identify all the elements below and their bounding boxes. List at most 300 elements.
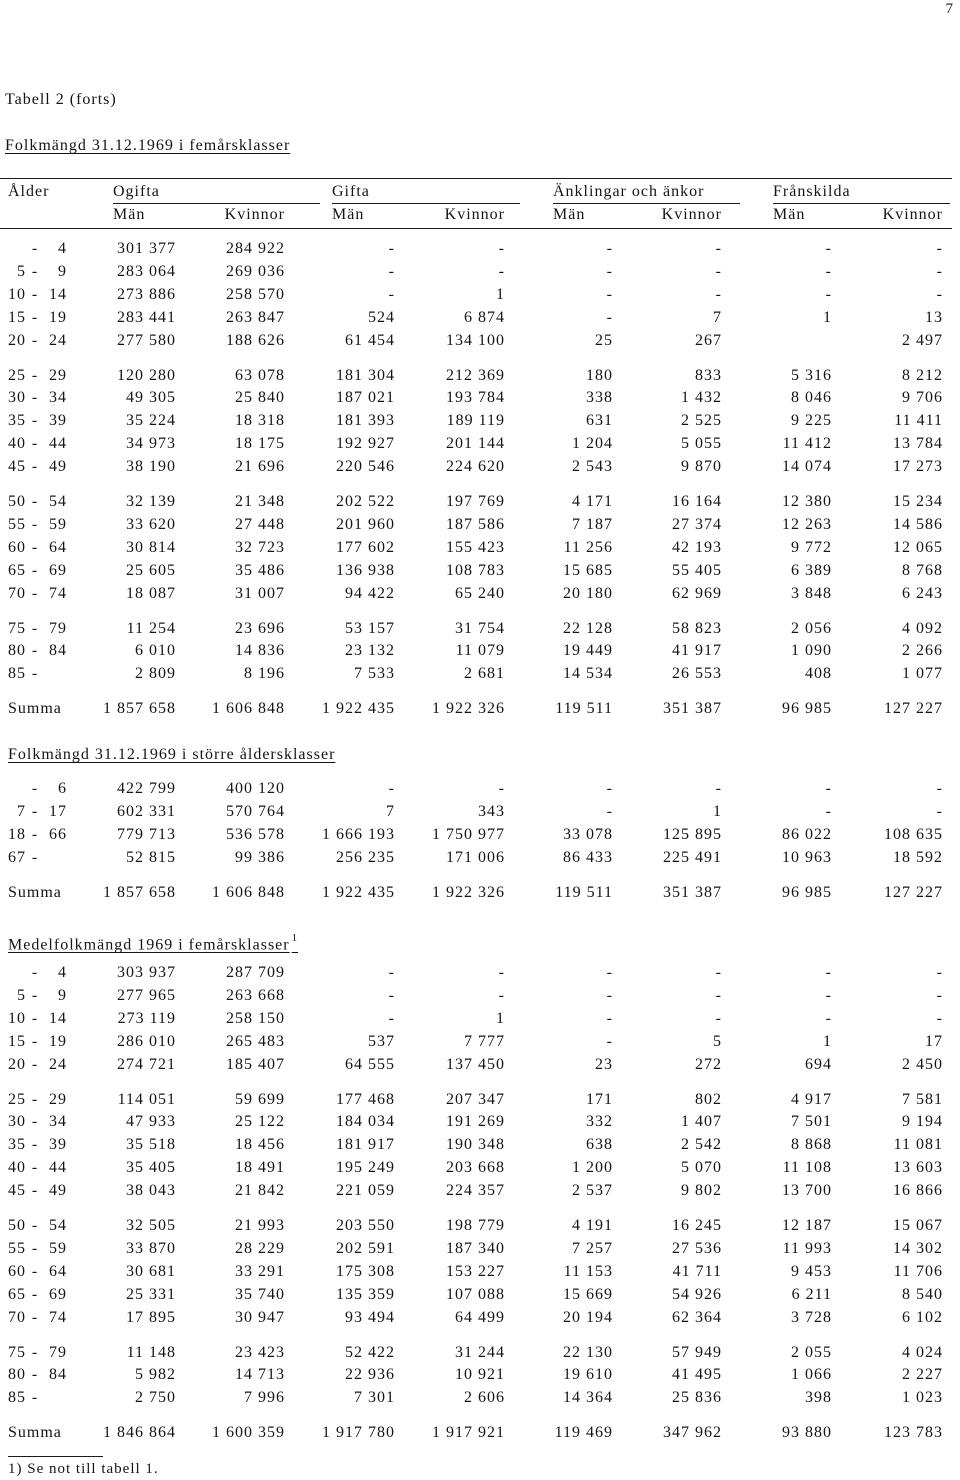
column-header-gifta-man: Män xyxy=(332,206,365,223)
cell-gifta-kvinnor: 65 240 xyxy=(455,584,505,602)
cell-ogifta-man: 11 148 xyxy=(126,1343,176,1361)
cell-franskilda-man: 9 772 xyxy=(791,538,832,556)
age-separator: - xyxy=(31,561,39,579)
cell-gifta-kvinnor: 2 606 xyxy=(464,1389,505,1407)
age-from: 15 xyxy=(8,1032,26,1050)
age-to: 84 xyxy=(49,1366,67,1384)
age-separator: - xyxy=(31,1308,39,1326)
cell-franskilda-man: 3 848 xyxy=(791,584,832,602)
cell-gifta-man: 7 533 xyxy=(354,665,395,683)
cell-ogifta-man: 301 377 xyxy=(117,240,176,257)
age-from: 85 xyxy=(8,665,26,683)
age-separator: - xyxy=(31,240,39,257)
cell-anklingar-kvinnor: 9 870 xyxy=(681,458,722,476)
cell-anklingar-man: 19 449 xyxy=(563,642,613,660)
total-franskilda-kvinnor: 123 783 xyxy=(884,1424,943,1442)
cell-ogifta-kvinnor: 21 993 xyxy=(235,1217,285,1234)
footnote-marker: 1 xyxy=(291,932,299,944)
cell-franskilda-kvinnor: - xyxy=(936,780,943,797)
section-title xyxy=(8,931,298,954)
cell-gifta-kvinnor: 187 340 xyxy=(446,1239,505,1257)
table-row xyxy=(0,1182,960,1200)
cell-gifta-man: - xyxy=(388,1009,395,1027)
cell-ogifta-man: 6 010 xyxy=(135,642,176,660)
section-title xyxy=(5,137,290,155)
total-anklingar-kvinnor: 351 387 xyxy=(663,883,722,901)
cell-ogifta-kvinnor: 31 007 xyxy=(235,584,285,602)
age-separator: - xyxy=(31,435,39,453)
age-to: 14 xyxy=(49,1009,67,1027)
total-gifta-kvinnor: 1 922 326 xyxy=(432,883,505,901)
cell-gifta-man: 181 917 xyxy=(336,1136,395,1154)
cell-gifta-man: - xyxy=(388,262,395,280)
cell-ogifta-man: 38 043 xyxy=(126,1182,176,1200)
cell-ogifta-man: 18 087 xyxy=(126,584,176,602)
cell-ogifta-kvinnor: 536 578 xyxy=(226,825,285,843)
cell-gifta-man: 22 936 xyxy=(345,1366,395,1384)
cell-anklingar-man: 23 xyxy=(595,1055,613,1073)
cell-gifta-man: 135 359 xyxy=(336,1285,395,1303)
age-to: 44 xyxy=(49,1159,67,1177)
total-gifta-man: 1 917 780 xyxy=(322,1424,395,1442)
total-franskilda-kvinnor: 127 227 xyxy=(884,883,943,901)
age-separator: - xyxy=(31,584,39,602)
age-to: 19 xyxy=(49,308,67,326)
age-from: 20 xyxy=(8,331,26,349)
cell-franskilda-kvinnor: 4 092 xyxy=(902,619,943,637)
cell-ogifta-kvinnor: 258 570 xyxy=(226,285,285,303)
cell-anklingar-man: - xyxy=(606,986,613,1004)
cell-gifta-kvinnor: 2 681 xyxy=(464,665,505,683)
cell-ogifta-man: 114 051 xyxy=(117,1090,176,1108)
cell-ogifta-kvinnor: 14 713 xyxy=(235,1366,285,1384)
cell-anklingar-kvinnor: - xyxy=(715,986,722,1004)
age-separator: - xyxy=(31,1239,39,1257)
table-row xyxy=(0,240,960,258)
cell-franskilda-kvinnor: 16 866 xyxy=(893,1182,943,1200)
cell-ogifta-kvinnor: 14 836 xyxy=(235,642,285,660)
cell-franskilda-kvinnor: - xyxy=(936,262,943,280)
column-group-rule xyxy=(113,203,320,204)
cell-anklingar-kvinnor: - xyxy=(715,780,722,797)
table-row xyxy=(0,412,960,430)
cell-gifta-man: - xyxy=(388,240,395,257)
column-header-anklingar-kvinnor: Kvinnor xyxy=(661,206,722,223)
table-row xyxy=(0,1010,960,1028)
cell-ogifta-kvinnor: 263 668 xyxy=(226,986,285,1004)
cell-ogifta-man: 47 933 xyxy=(126,1113,176,1131)
age-to: 6 xyxy=(58,780,67,797)
cell-franskilda-kvinnor: 2 266 xyxy=(902,642,943,660)
column-group-rule xyxy=(773,203,950,204)
cell-anklingar-man: 19 610 xyxy=(563,1366,613,1384)
age-separator: - xyxy=(31,412,39,430)
age-from: 35 xyxy=(8,412,26,430)
age-separator: - xyxy=(31,780,39,797)
cell-franskilda-kvinnor: 13 603 xyxy=(893,1159,943,1177)
age-from: 70 xyxy=(8,1308,26,1326)
cell-ogifta-kvinnor: 28 229 xyxy=(235,1239,285,1257)
cell-ogifta-man: 277 965 xyxy=(117,986,176,1004)
cell-gifta-kvinnor: 224 357 xyxy=(446,1182,505,1200)
total-label: Summa xyxy=(8,700,62,718)
age-to: 24 xyxy=(49,1055,67,1073)
cell-ogifta-man: 25 605 xyxy=(126,561,176,579)
cell-ogifta-man: 49 305 xyxy=(126,389,176,407)
total-ogifta-kvinnor: 1 606 848 xyxy=(212,700,285,718)
table-row xyxy=(0,964,960,982)
cell-gifta-kvinnor: - xyxy=(498,964,505,981)
total-ogifta-man: 1 857 658 xyxy=(103,883,176,901)
total-ogifta-man: 1 846 864 xyxy=(103,1424,176,1442)
table-row xyxy=(0,642,960,660)
cell-anklingar-man: - xyxy=(606,1032,613,1050)
cell-gifta-kvinnor: 212 369 xyxy=(446,366,505,384)
cell-gifta-kvinnor: 197 769 xyxy=(446,493,505,510)
cell-gifta-man: 537 xyxy=(368,1032,395,1050)
cell-gifta-man: 93 494 xyxy=(345,1308,395,1326)
cell-anklingar-man: 14 364 xyxy=(563,1389,613,1407)
cell-franskilda-kvinnor: 14 586 xyxy=(893,515,943,533)
cell-franskilda-man: 11 993 xyxy=(782,1239,832,1257)
age-from: 40 xyxy=(8,1159,26,1177)
age-from: 70 xyxy=(8,584,26,602)
total-label: Summa xyxy=(8,883,62,901)
cell-ogifta-man: 277 580 xyxy=(117,331,176,349)
cell-franskilda-man: 3 728 xyxy=(791,1308,832,1326)
total-franskilda-kvinnor: 127 227 xyxy=(884,700,943,718)
age-separator: - xyxy=(31,493,39,510)
total-anklingar-man: 119 511 xyxy=(555,700,613,718)
table-row xyxy=(0,1033,960,1051)
cell-gifta-man: 61 454 xyxy=(345,331,395,349)
cell-anklingar-kvinnor: 54 926 xyxy=(672,1285,722,1303)
age-to: 29 xyxy=(49,1090,67,1108)
total-label: Summa xyxy=(8,1424,62,1442)
column-group-rule xyxy=(332,203,520,204)
column-header-anklingar-man: Män xyxy=(553,206,586,223)
table-row xyxy=(0,263,960,281)
cell-gifta-man: - xyxy=(388,986,395,1004)
age-from: 60 xyxy=(8,1262,26,1280)
cell-franskilda-man: 2 055 xyxy=(791,1343,832,1361)
cell-franskilda-man: 1 xyxy=(823,1032,832,1050)
age-separator: - xyxy=(31,1032,39,1050)
column-header-gifta-kvinnor: Kvinnor xyxy=(444,206,505,223)
cell-gifta-man: 177 468 xyxy=(336,1090,395,1108)
cell-franskilda-man: 1 090 xyxy=(791,642,832,660)
age-to: 34 xyxy=(49,389,67,407)
total-franskilda-man: 93 880 xyxy=(782,1424,832,1442)
cell-gifta-kvinnor: 191 269 xyxy=(446,1113,505,1131)
cell-anklingar-kvinnor: - xyxy=(715,240,722,257)
table-row xyxy=(0,539,960,557)
cell-franskilda-kvinnor: 9 194 xyxy=(902,1113,943,1131)
cell-ogifta-man: 11 254 xyxy=(126,619,176,637)
cell-anklingar-man: 14 534 xyxy=(563,665,613,683)
cell-anklingar-kvinnor: 57 949 xyxy=(672,1343,722,1361)
table-row xyxy=(0,332,960,350)
cell-franskilda-man: 86 022 xyxy=(782,825,832,843)
age-separator: - xyxy=(31,285,39,303)
cell-franskilda-man: 9 225 xyxy=(791,412,832,430)
cell-franskilda-kvinnor: - xyxy=(936,964,943,981)
table-row xyxy=(0,1286,960,1304)
age-separator: - xyxy=(31,964,39,981)
age-from: 45 xyxy=(8,1182,26,1200)
table-row xyxy=(0,1344,960,1362)
total-row xyxy=(0,700,960,718)
cell-franskilda-man: 4 917 xyxy=(791,1090,832,1108)
table-row xyxy=(0,826,960,844)
age-from: 45 xyxy=(8,458,26,476)
cell-gifta-man: 192 927 xyxy=(336,435,395,453)
cell-ogifta-kvinnor: 269 036 xyxy=(226,262,285,280)
cell-franskilda-man: 398 xyxy=(805,1389,832,1407)
age-to: 54 xyxy=(49,1217,67,1234)
cell-franskilda-man: 13 700 xyxy=(782,1182,832,1200)
cell-anklingar-kvinnor: 16 164 xyxy=(672,493,722,510)
cell-gifta-kvinnor: - xyxy=(498,780,505,797)
cell-anklingar-kvinnor: 41 917 xyxy=(672,642,722,660)
cell-ogifta-kvinnor: 30 947 xyxy=(235,1308,285,1326)
age-separator: - xyxy=(31,665,39,683)
cell-franskilda-kvinnor: 1 077 xyxy=(902,665,943,683)
cell-anklingar-man: 2 543 xyxy=(572,458,613,476)
age-to: 74 xyxy=(49,1308,67,1326)
cell-franskilda-man: 408 xyxy=(805,665,832,683)
cell-ogifta-kvinnor: 33 291 xyxy=(235,1262,285,1280)
cell-anklingar-kvinnor: 1 xyxy=(713,802,722,820)
cell-anklingar-kvinnor: 16 245 xyxy=(672,1217,722,1234)
cell-franskilda-kvinnor: - xyxy=(936,986,943,1004)
age-separator: - xyxy=(31,825,39,843)
table-row xyxy=(0,1263,960,1281)
age-from: 10 xyxy=(8,285,26,303)
cell-ogifta-man: 422 799 xyxy=(117,780,176,797)
table-row xyxy=(0,1159,960,1177)
cell-anklingar-man: 4 171 xyxy=(572,493,613,510)
cell-gifta-kvinnor: 7 777 xyxy=(464,1032,505,1050)
cell-franskilda-man: - xyxy=(825,986,832,1004)
age-separator: - xyxy=(31,515,39,533)
cell-gifta-kvinnor: 134 100 xyxy=(446,331,505,349)
age-separator: - xyxy=(31,1159,39,1177)
cell-anklingar-man: - xyxy=(606,285,613,303)
cell-ogifta-man: 2 809 xyxy=(135,665,176,683)
cell-franskilda-man: 14 074 xyxy=(782,458,832,476)
age-from: 30 xyxy=(8,389,26,407)
column-group-ogifta: Ogifta xyxy=(113,183,160,200)
age-from: 25 xyxy=(8,366,26,384)
cell-gifta-kvinnor: 31 754 xyxy=(455,619,505,637)
cell-gifta-man: 221 059 xyxy=(336,1182,395,1200)
age-to: 64 xyxy=(49,1262,67,1280)
age-from: 65 xyxy=(8,561,26,579)
cell-gifta-kvinnor: 187 586 xyxy=(446,515,505,533)
cell-franskilda-man: - xyxy=(825,1009,832,1027)
cell-anklingar-man: 338 xyxy=(586,389,613,407)
age-from: 60 xyxy=(8,538,26,556)
cell-anklingar-man: 86 433 xyxy=(563,848,613,866)
age-from: 55 xyxy=(8,515,26,533)
table-row xyxy=(0,665,960,683)
cell-anklingar-kvinnor: 225 491 xyxy=(663,848,722,866)
age-separator: - xyxy=(31,1217,39,1234)
cell-anklingar-kvinnor: 5 055 xyxy=(681,435,722,453)
cell-franskilda-man: 5 316 xyxy=(791,366,832,384)
section-title xyxy=(8,746,335,764)
age-to: 69 xyxy=(49,1285,67,1303)
cell-franskilda-kvinnor: 2 227 xyxy=(902,1366,943,1384)
cell-franskilda-man: 11 412 xyxy=(782,435,832,453)
cell-franskilda-kvinnor: 4 024 xyxy=(902,1343,943,1361)
cell-gifta-man: 52 422 xyxy=(345,1343,395,1361)
age-separator: - xyxy=(31,1389,39,1407)
cell-ogifta-man: 779 713 xyxy=(117,825,176,843)
cell-ogifta-kvinnor: 263 847 xyxy=(226,308,285,326)
table-label: Tabell 2 (forts) xyxy=(5,91,117,108)
age-to: 34 xyxy=(49,1113,67,1131)
age-to: 9 xyxy=(58,262,67,280)
cell-anklingar-kvinnor: 62 364 xyxy=(672,1308,722,1326)
cell-ogifta-man: 34 973 xyxy=(126,435,176,453)
cell-ogifta-kvinnor: 32 723 xyxy=(235,538,285,556)
cell-ogifta-man: 17 895 xyxy=(126,1308,176,1326)
table-row xyxy=(0,803,960,821)
page-number: 7 xyxy=(945,1,954,17)
total-franskilda-man: 96 985 xyxy=(782,883,832,901)
total-gifta-kvinnor: 1 922 326 xyxy=(432,700,505,718)
age-from: 80 xyxy=(8,642,26,660)
cell-anklingar-man: 171 xyxy=(586,1090,613,1108)
cell-ogifta-kvinnor: 18 318 xyxy=(235,412,285,430)
cell-franskilda-kvinnor: 17 xyxy=(925,1032,943,1050)
table-row xyxy=(0,286,960,304)
column-header-franskilda-kvinnor: Kvinnor xyxy=(882,206,943,223)
age-to: 44 xyxy=(49,435,67,453)
cell-gifta-kvinnor: 11 079 xyxy=(455,642,505,660)
section-title-text: Folkmängd 31.12.1969 i större åldersklasser xyxy=(8,746,336,763)
age-from: 50 xyxy=(8,493,26,510)
cell-franskilda-man: 2 056 xyxy=(791,619,832,637)
cell-anklingar-man: 20 194 xyxy=(563,1308,613,1326)
footnote: 1) Se not till tabell 1. xyxy=(8,1461,159,1477)
cell-anklingar-kvinnor: - xyxy=(715,262,722,280)
age-to: 39 xyxy=(49,1136,67,1154)
total-ogifta-man: 1 857 658 xyxy=(103,700,176,718)
cell-franskilda-kvinnor: 13 xyxy=(925,308,943,326)
cell-ogifta-man: 52 815 xyxy=(126,848,176,866)
age-to: 49 xyxy=(49,458,67,476)
cell-franskilda-man: 12 263 xyxy=(782,515,832,533)
age-separator: - xyxy=(31,308,39,326)
age-separator: - xyxy=(31,1285,39,1303)
cell-franskilda-kvinnor: 1 023 xyxy=(902,1389,943,1407)
cell-ogifta-kvinnor: 23 696 xyxy=(235,619,285,637)
age-to: 84 xyxy=(49,642,67,660)
cell-franskilda-kvinnor: 12 065 xyxy=(893,538,943,556)
age-from: 67 xyxy=(8,848,26,866)
cell-ogifta-man: 38 190 xyxy=(126,458,176,476)
table-row xyxy=(0,389,960,407)
cell-anklingar-kvinnor: 55 405 xyxy=(672,561,722,579)
age-separator: - xyxy=(31,1136,39,1154)
cell-gifta-kvinnor: - xyxy=(498,986,505,1004)
cell-gifta-man: 220 546 xyxy=(336,458,395,476)
cell-anklingar-kvinnor: 62 969 xyxy=(672,584,722,602)
cell-gifta-man: 64 555 xyxy=(345,1055,395,1073)
cell-gifta-man: 181 304 xyxy=(336,366,395,384)
age-to: 24 xyxy=(49,331,67,349)
cell-anklingar-kvinnor: 272 xyxy=(695,1055,722,1073)
cell-gifta-man: 524 xyxy=(368,308,395,326)
cell-anklingar-man: - xyxy=(606,964,613,981)
cell-ogifta-man: 273 886 xyxy=(117,285,176,303)
table-row xyxy=(0,1091,960,1109)
cell-gifta-kvinnor: 203 668 xyxy=(446,1159,505,1177)
age-from: 80 xyxy=(8,1366,26,1384)
cell-ogifta-kvinnor: 18 491 xyxy=(235,1159,285,1177)
cell-ogifta-man: 303 937 xyxy=(117,964,176,981)
cell-gifta-man: 1 666 193 xyxy=(322,825,395,843)
cell-anklingar-man: - xyxy=(606,1009,613,1027)
cell-anklingar-man: 638 xyxy=(586,1136,613,1154)
age-to: 49 xyxy=(49,1182,67,1200)
cell-anklingar-kvinnor: - xyxy=(715,285,722,303)
age-separator: - xyxy=(31,1090,39,1108)
section-title-text: Medelfolkmängd 1969 i femårsklasser xyxy=(8,936,290,954)
age-from: 7 xyxy=(17,802,26,820)
cell-anklingar-man: 22 128 xyxy=(563,619,613,637)
cell-anklingar-kvinnor: 1 432 xyxy=(681,389,722,407)
age-from: 65 xyxy=(8,1285,26,1303)
cell-gifta-kvinnor: 153 227 xyxy=(446,1262,505,1280)
cell-franskilda-kvinnor: 13 784 xyxy=(893,435,943,453)
cell-franskilda-man: 12 380 xyxy=(782,493,832,510)
cell-anklingar-man: 7 257 xyxy=(572,1239,613,1257)
cell-gifta-kvinnor: 343 xyxy=(478,802,505,820)
cell-anklingar-man: 332 xyxy=(586,1113,613,1131)
age-to: 69 xyxy=(49,561,67,579)
cell-anklingar-kvinnor: 27 536 xyxy=(672,1239,722,1257)
cell-anklingar-man: 15 669 xyxy=(563,1285,613,1303)
cell-franskilda-kvinnor: 6 243 xyxy=(902,584,943,602)
table-row xyxy=(0,1366,960,1384)
cell-anklingar-kvinnor: 42 193 xyxy=(672,538,722,556)
footnote-rule xyxy=(8,1456,103,1457)
age-from: 40 xyxy=(8,435,26,453)
cell-ogifta-kvinnor: 18 175 xyxy=(235,435,285,453)
age-separator: - xyxy=(31,331,39,349)
cell-gifta-man: 202 522 xyxy=(336,493,395,510)
cell-franskilda-man: 694 xyxy=(805,1055,832,1073)
cell-ogifta-kvinnor: 35 740 xyxy=(235,1285,285,1303)
cell-anklingar-kvinnor: 25 836 xyxy=(672,1389,722,1407)
total-anklingar-man: 119 469 xyxy=(554,1424,613,1442)
cell-franskilda-man: - xyxy=(825,780,832,797)
cell-franskilda-kvinnor: 8 768 xyxy=(902,561,943,579)
cell-gifta-kvinnor: 189 119 xyxy=(446,412,505,430)
cell-ogifta-kvinnor: 265 483 xyxy=(226,1032,285,1050)
cell-franskilda-kvinnor: 2 450 xyxy=(902,1055,943,1073)
cell-gifta-man: 181 393 xyxy=(336,412,395,430)
cell-ogifta-kvinnor: 287 709 xyxy=(226,964,285,981)
cell-anklingar-man: 4 191 xyxy=(572,1217,613,1234)
cell-gifta-kvinnor: 190 348 xyxy=(446,1136,505,1154)
age-separator: - xyxy=(31,1343,39,1361)
total-anklingar-kvinnor: 347 962 xyxy=(663,1424,722,1442)
